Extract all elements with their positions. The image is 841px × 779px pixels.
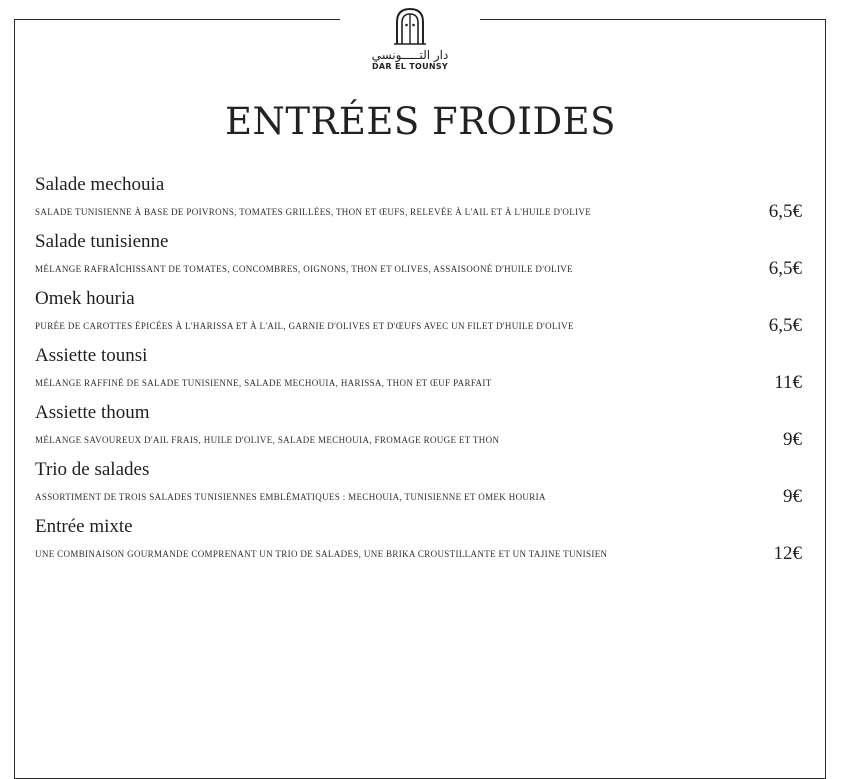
menu-item [35, 400, 805, 457]
item-description: MÉLANGE RAFFINÉ DE SALADE TUNISIENNE, SALADE MECHOUIA, HARISSA, THON ET ŒUF PARFAIT [35, 378, 492, 388]
item-description: MÉLANGE SAVOUREUX D'AIL FRAIS, HUILE D'OLIVE, SALADE MECHOUIA, FROMAGE ROUGE ET THON [35, 435, 500, 445]
logo-arabic-text: دار التـــــونسي [371, 48, 449, 62]
item-description: UNE COMBINAISON GOURMANDE COMPRENANT UN TRIO DE SALADES, UNE BRIKA CROUSTILLANTE ET UN TAJINE TUNISIEN [35, 549, 608, 559]
menu-item [35, 343, 805, 400]
menu-item [35, 229, 805, 286]
menu-items-list [35, 172, 805, 571]
menu-item [35, 172, 805, 229]
item-name: Salade tunisienne [35, 231, 169, 252]
item-price: 11€ [774, 372, 802, 393]
page-title: ENTRÉES FROIDES [224, 100, 617, 143]
item-name: Trio de salades [35, 459, 150, 480]
item-description: PURÉE DE CAROTTES ÉPICÉES À L'HARISSA ET À L'AIL, GARNIE D'OLIVES ET D'ŒUFS AVEC UN FILET D'HUILE D'OLIVE [35, 321, 574, 331]
menu-item [35, 286, 805, 343]
item-description: ASSORTIMENT DE TROIS SALADES TUNISIENNES EMBLÉMATIQUES : MECHOUIA, TUNISIENNE ET OMEK HOURIA [35, 492, 546, 502]
arch-door-icon [393, 6, 427, 46]
item-name: Entrée mixte [35, 516, 133, 537]
item-name: Assiette thoum [35, 402, 150, 423]
item-price: 12€ [773, 543, 802, 564]
logo-latin-text: DAR EL TOUNSY [371, 62, 449, 71]
item-name: Assiette tounsi [35, 345, 148, 366]
item-description: SALADE TUNISIENNE À BASE DE POIVRONS, TOMATES GRILLÉES, THON ET ŒUFS, RELEVÉE À L'AIL ET À L'HUILE D'OLIVE [35, 207, 592, 217]
menu-item [35, 514, 805, 571]
item-description: MÉLANGE RAFRAÎCHISSANT DE TOMATES, CONCOMBRES, OIGNONS, THON ET OLIVES, ASSAISOONÉ D'HUILE D'OLIVE [35, 264, 573, 274]
item-price: 6,5€ [768, 315, 802, 336]
item-price: 9€ [783, 486, 802, 507]
item-price: 6,5€ [768, 201, 802, 222]
menu-item [35, 457, 805, 514]
item-price: 9€ [783, 429, 802, 450]
item-name: Salade mechouia [35, 174, 165, 195]
item-price: 6,5€ [768, 258, 802, 279]
item-name: Omek houria [35, 288, 135, 309]
restaurant-logo [340, 6, 480, 86]
